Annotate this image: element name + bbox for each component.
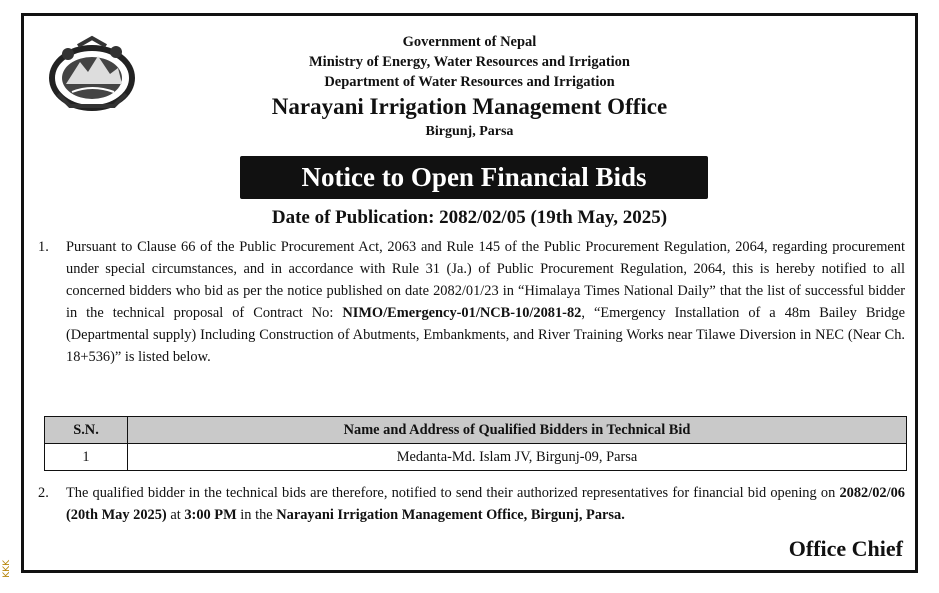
notice-title-banner: Notice to Open Financial Bids bbox=[240, 156, 708, 199]
paragraph-number: 1. bbox=[38, 239, 49, 255]
side-watermark: KKK bbox=[2, 560, 12, 578]
paragraph-1 bbox=[38, 236, 905, 368]
header-bidder-name: Name and Address of Qualified Bidders in Technical Bid bbox=[128, 417, 907, 444]
department-line: Department of Water Resources and Irrigation bbox=[324, 74, 615, 90]
ministry-line: Ministry of Energy, Water Resources and Irrigation bbox=[309, 54, 630, 70]
office-location: Birgunj, Parsa bbox=[425, 124, 514, 139]
cell-sn: 1 bbox=[45, 444, 128, 471]
opening-place: Narayani Irrigation Management Office, Birgunj, Parsa. bbox=[276, 507, 625, 523]
contract-number: NIMO/Emergency-01/NCB-10/2081-82 bbox=[342, 305, 582, 321]
header-sn: S.N. bbox=[45, 417, 128, 444]
cell-bidder-name: Medanta-Md. Islam JV, Birgunj-09, Parsa bbox=[128, 444, 907, 471]
paragraph-2 bbox=[38, 482, 905, 526]
para2-text-b: at bbox=[166, 507, 185, 523]
table-header-row bbox=[45, 417, 907, 444]
office-name: Narayani Irrigation Management Office bbox=[271, 94, 668, 119]
header bbox=[24, 32, 915, 141]
paragraph-number: 2. bbox=[38, 485, 49, 501]
paragraph-text bbox=[66, 482, 905, 526]
opening-date: 2082/02/06 (20th May 2025) bbox=[66, 485, 905, 523]
para1-text-a: Pursuant to Clause 66 of the Public Procurement Act, 2063 and Rule 145 of the Public Procurement Regulation, 2064, regarding procurement under special circumstances, and in accordance with Rule 31 (Ja.) of Public Procurement Regulation, 2064, this is hereby notified to all concerned bidders who bid as per the notice published on date 2082/01/23 in “Himalaya Times National Daily” that the list of successful bidder in the technical proposal of Contract No: bbox=[66, 239, 905, 321]
para2-text-c: in the bbox=[236, 507, 277, 523]
signature-office-chief: Office Chief bbox=[788, 536, 903, 561]
notice-frame bbox=[21, 13, 918, 573]
paragraph-text bbox=[66, 236, 905, 368]
publication-date: Date of Publication: 2082/02/05 (19th May, 2025) bbox=[271, 207, 668, 228]
qualified-bidders-table bbox=[44, 416, 907, 471]
opening-time: 3:00 PM bbox=[184, 507, 237, 523]
government-line: Government of Nepal bbox=[402, 34, 537, 50]
table-row bbox=[45, 444, 907, 471]
para1-text-b: , “Emergency Installation of a 48m Bailey Bridge (Departmental supply) Including Construction of Abutments, Embankments, and River Training Works near Tilawe Diversion in NEC (Near Ch. 18+536)” is listed below. bbox=[66, 305, 905, 365]
para2-text-a: The qualified bidder in the technical bids are therefore, notified to send their authorized representatives for financial bid opening on bbox=[66, 485, 840, 501]
